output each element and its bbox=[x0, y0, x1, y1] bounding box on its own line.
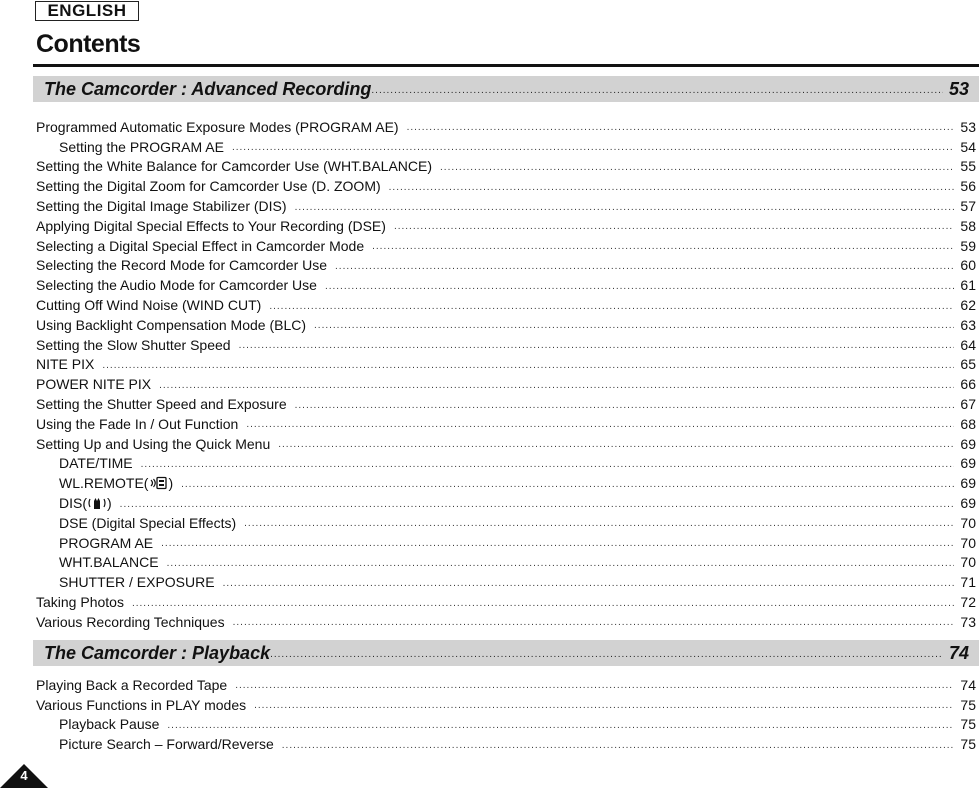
toc-entry-page: 70 bbox=[960, 514, 976, 531]
toc-entry-label bbox=[59, 554, 167, 570]
page-number: 4 bbox=[20, 768, 28, 783]
dot-leader bbox=[141, 454, 954, 473]
toc-entry-label bbox=[36, 317, 314, 333]
dot-leader bbox=[372, 236, 954, 255]
dot-leader bbox=[223, 573, 954, 592]
toc-entry-text: Selecting a Digital Special Effect in Camcorder Mode bbox=[36, 237, 365, 254]
toc-entry[interactable] bbox=[36, 553, 976, 573]
toc-entry[interactable] bbox=[36, 315, 976, 335]
toc-entry-label bbox=[59, 475, 181, 491]
toc-entry-text: DATE/TIME bbox=[59, 455, 133, 472]
toc-entry-page: 65 bbox=[960, 356, 976, 373]
toc-entry-page: 61 bbox=[960, 277, 976, 294]
section-header-playback[interactable] bbox=[33, 640, 979, 666]
toc-entry-page: 72 bbox=[960, 594, 976, 611]
dot-leader bbox=[167, 715, 954, 734]
dot-leader bbox=[120, 494, 954, 513]
toc-entry-label bbox=[36, 697, 254, 713]
shaky-hand-icon bbox=[87, 495, 107, 511]
toc-entry-text-suffix: ) bbox=[168, 475, 174, 492]
section-title: The Camcorder : Advanced Recording bbox=[44, 78, 372, 99]
dot-leader bbox=[159, 375, 954, 394]
toc-entry[interactable] bbox=[36, 137, 976, 157]
toc-entry-label bbox=[36, 158, 440, 174]
toc-entry-label bbox=[59, 139, 232, 155]
dot-leader bbox=[232, 137, 954, 156]
toc-entry-page: 70 bbox=[960, 534, 976, 551]
toc-entry-page: 70 bbox=[960, 554, 976, 571]
toc-entry-label bbox=[36, 337, 239, 353]
toc-entry-page: 69 bbox=[960, 435, 976, 452]
dot-leader bbox=[325, 276, 954, 295]
toc-entry-label bbox=[36, 297, 269, 313]
toc-entry[interactable] bbox=[36, 275, 976, 295]
toc-entry-page: 57 bbox=[960, 198, 976, 215]
toc-entry[interactable] bbox=[36, 715, 976, 735]
dot-leader bbox=[181, 474, 954, 493]
toc-entry-text: Picture Search – Forward/Reverse bbox=[59, 736, 274, 753]
dot-leader bbox=[278, 434, 954, 453]
toc-entry-label bbox=[36, 614, 233, 630]
toc-entry[interactable] bbox=[36, 295, 976, 315]
dot-leader bbox=[295, 197, 954, 216]
toc-entry-label bbox=[36, 436, 278, 452]
toc-entry-page: 54 bbox=[960, 138, 976, 155]
toc-entry[interactable] bbox=[36, 675, 976, 695]
dot-leader bbox=[282, 735, 954, 754]
section-page: 74 bbox=[948, 642, 969, 663]
toc-list-advanced-recording bbox=[36, 117, 976, 632]
toc-entry-page: 64 bbox=[960, 336, 976, 353]
toc-entry-text: NITE PIX bbox=[36, 356, 95, 373]
toc-entry-text: Setting the Digital Image Stabilizer (DIS) bbox=[36, 198, 287, 215]
toc-entry[interactable] bbox=[36, 355, 976, 375]
dot-leader bbox=[167, 553, 954, 572]
toc-entry-text: Setting Up and Using the Quick Menu bbox=[36, 435, 271, 452]
toc-entry-text: Setting the PROGRAM AE bbox=[59, 138, 224, 155]
toc-entry[interactable] bbox=[36, 592, 976, 612]
toc-list-playback bbox=[36, 675, 976, 754]
toc-entry-label bbox=[59, 736, 282, 752]
dot-leader bbox=[244, 513, 954, 532]
toc-entry-text: Using the Fade In / Out Function bbox=[36, 415, 239, 432]
toc-entry-text: Applying Digital Special Effects to Your Recording (DSE) bbox=[36, 217, 386, 234]
page-title: Contents bbox=[36, 30, 141, 58]
dot-leader bbox=[233, 612, 954, 631]
dot-leader bbox=[389, 177, 954, 196]
toc-entry[interactable] bbox=[36, 734, 976, 754]
toc-entry-text: Cutting Off Wind Noise (WIND CUT) bbox=[36, 297, 262, 314]
dot-leader bbox=[161, 533, 954, 552]
toc-entry-page: 67 bbox=[960, 396, 976, 413]
dot-leader bbox=[407, 117, 954, 136]
section-page: 53 bbox=[948, 78, 969, 99]
toc-entry-page: 69 bbox=[960, 495, 976, 512]
toc-entry[interactable] bbox=[36, 695, 976, 715]
toc-entry-page: 69 bbox=[960, 455, 976, 472]
toc-entry-page: 56 bbox=[960, 178, 976, 195]
toc-entry-text: Programmed Automatic Exposure Modes (PROGRAM AE) bbox=[36, 118, 399, 135]
toc-entry-text: SHUTTER / EXPOSURE bbox=[59, 574, 215, 591]
toc-entry[interactable] bbox=[36, 473, 976, 493]
remote-icon bbox=[148, 475, 168, 491]
toc-entry-label bbox=[59, 455, 141, 471]
toc-entry-page: 75 bbox=[960, 736, 976, 753]
dot-leader bbox=[270, 646, 943, 660]
toc-entry[interactable] bbox=[36, 493, 976, 513]
toc-entry-label bbox=[36, 119, 407, 135]
toc-entry[interactable] bbox=[36, 374, 976, 394]
toc-entry[interactable] bbox=[36, 176, 976, 196]
section-header-advanced-recording[interactable] bbox=[33, 76, 979, 102]
dot-leader bbox=[335, 256, 954, 275]
toc-entry-page: 74 bbox=[960, 676, 976, 693]
toc-entry[interactable] bbox=[36, 335, 976, 355]
toc-entry-label bbox=[36, 218, 394, 234]
toc-entry[interactable] bbox=[36, 256, 976, 276]
toc-entry-page: 75 bbox=[960, 696, 976, 713]
toc-entry-text: Selecting the Audio Mode for Camcorder Use bbox=[36, 277, 317, 294]
toc-entry-text: Setting the Digital Zoom for Camcorder Use (D. ZOOM) bbox=[36, 178, 381, 195]
toc-entry-label bbox=[36, 257, 335, 273]
toc-entry-page: 53 bbox=[960, 118, 976, 135]
dot-leader bbox=[269, 296, 954, 315]
toc-entry-page: 60 bbox=[960, 257, 976, 274]
toc-entry-text: DSE (Digital Special Effects) bbox=[59, 514, 237, 531]
toc-entry-text: POWER NITE PIX bbox=[36, 376, 152, 393]
toc-entry-text: Playback Pause bbox=[59, 716, 160, 733]
toc-entry-page: 59 bbox=[960, 237, 976, 254]
toc-entry[interactable] bbox=[36, 513, 976, 533]
toc-entry-label bbox=[36, 677, 235, 693]
toc-entry[interactable] bbox=[36, 157, 976, 177]
toc-entry-text-suffix: ) bbox=[107, 495, 112, 512]
toc-entry-label bbox=[59, 716, 167, 732]
dot-leader bbox=[295, 395, 954, 414]
toc-entry-text: Various Functions in PLAY modes bbox=[36, 696, 247, 713]
toc-entry-label bbox=[36, 277, 325, 293]
toc-entry-page: 75 bbox=[960, 716, 976, 733]
dot-leader bbox=[440, 157, 954, 176]
toc-entry-label bbox=[36, 396, 295, 412]
toc-entry-label bbox=[36, 238, 372, 254]
toc-entry[interactable] bbox=[36, 394, 976, 414]
toc-entry-text: Setting the Shutter Speed and Exposure bbox=[36, 396, 287, 413]
toc-entry-page: 69 bbox=[960, 475, 976, 492]
toc-entry[interactable] bbox=[36, 117, 976, 137]
toc-entry-text: WL.REMOTE( bbox=[59, 475, 149, 492]
toc-entry[interactable] bbox=[36, 414, 976, 434]
toc-entry-label bbox=[36, 198, 295, 214]
toc-entry[interactable] bbox=[36, 454, 976, 474]
toc-entry-page: 66 bbox=[960, 376, 976, 393]
toc-entry-page: 71 bbox=[960, 574, 976, 591]
dot-leader bbox=[239, 335, 954, 354]
dot-leader bbox=[132, 593, 954, 612]
title-divider bbox=[33, 64, 979, 67]
toc-entry-label bbox=[59, 574, 223, 590]
toc-entry-page: 58 bbox=[960, 217, 976, 234]
toc-entry-text: PROGRAM AE bbox=[59, 534, 154, 551]
toc-entry-label bbox=[59, 515, 244, 531]
toc-entry-label bbox=[36, 178, 389, 194]
dot-leader bbox=[246, 414, 954, 433]
toc-entry-text: WHT.BALANCE bbox=[59, 554, 159, 571]
toc-entry-text: Using Backlight Compensation Mode (BLC) bbox=[36, 316, 307, 333]
toc-entry[interactable] bbox=[36, 612, 976, 632]
toc-entry-text: Taking Photos bbox=[36, 594, 124, 611]
toc-entry[interactable] bbox=[36, 196, 976, 216]
toc-entry-label bbox=[59, 495, 120, 511]
toc-entry-page: 73 bbox=[960, 613, 976, 630]
toc-entry-text: Setting the Slow Shutter Speed bbox=[36, 336, 231, 353]
toc-entry-text: Setting the White Balance for Camcorder Use (WHT.BALANCE) bbox=[36, 158, 433, 175]
toc-entry-label bbox=[36, 376, 159, 392]
toc-entry-text: Playing Back a Recorded Tape bbox=[36, 676, 228, 693]
dot-leader bbox=[314, 315, 954, 334]
dot-leader bbox=[102, 355, 954, 374]
toc-entry-label bbox=[59, 535, 161, 551]
toc-entry-label bbox=[36, 356, 102, 372]
toc-entry[interactable] bbox=[36, 216, 976, 236]
toc-entry[interactable] bbox=[36, 236, 976, 256]
section-title: The Camcorder : Playback bbox=[44, 642, 271, 663]
toc-entry-label bbox=[36, 416, 246, 432]
toc-entry-page: 62 bbox=[960, 297, 976, 314]
toc-entry-page: 63 bbox=[960, 316, 976, 333]
toc-entry-text: Various Recording Techniques bbox=[36, 613, 225, 630]
dot-leader bbox=[254, 695, 954, 714]
toc-entry-text: DIS( bbox=[59, 495, 87, 512]
toc-entry[interactable] bbox=[36, 572, 976, 592]
toc-entry-label bbox=[36, 594, 132, 610]
dot-leader bbox=[235, 675, 954, 694]
toc-entry-page: 55 bbox=[960, 158, 976, 175]
language-badge: ENGLISH bbox=[35, 1, 139, 21]
toc-entry-text: Selecting the Record Mode for Camcorder Use bbox=[36, 257, 328, 274]
dot-leader bbox=[394, 216, 954, 235]
dot-leader bbox=[371, 82, 943, 96]
toc-entry[interactable] bbox=[36, 533, 976, 553]
toc-entry-page: 68 bbox=[960, 415, 976, 432]
toc-entry[interactable] bbox=[36, 434, 976, 454]
